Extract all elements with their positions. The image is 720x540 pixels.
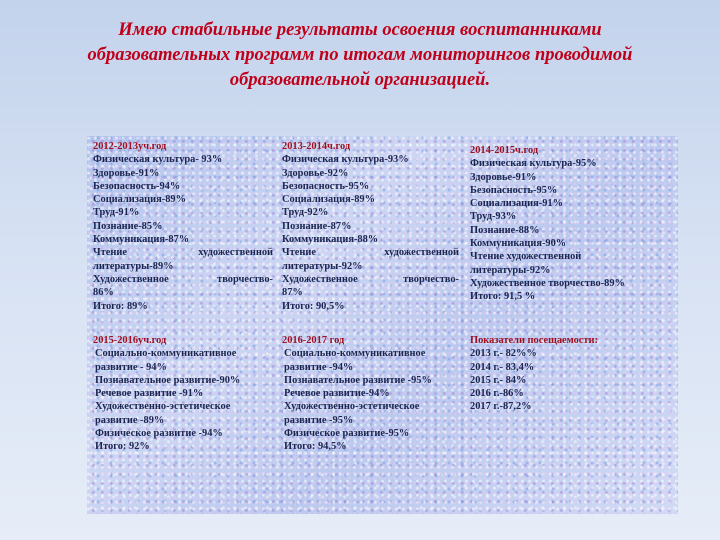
slide-title <box>40 18 680 93</box>
result-line: развитие -89% <box>95 414 165 426</box>
cell-2016-2017 <box>282 334 467 454</box>
result-line: Познание-88% <box>470 224 540 236</box>
result-line: Здоровье-92% <box>282 167 349 179</box>
result-line: литературы-92% <box>470 264 551 276</box>
result-line: Художественное творчество-89% <box>470 277 625 289</box>
cell-header: 2016-2017 год <box>282 335 345 346</box>
result-line: Познание-87% <box>282 220 352 232</box>
result-line: 86% <box>93 287 114 299</box>
result-line: Познавательное развитие -95% <box>284 374 432 386</box>
cell-2013-2014 <box>282 140 459 313</box>
result-line: Коммуникация-87% <box>93 234 190 246</box>
result-line: Безопасность-95% <box>282 180 370 192</box>
result-line: Безопасность-94% <box>93 180 181 192</box>
result-line: Труд-93% <box>470 211 517 223</box>
result-line: Речевое развитие-94% <box>284 388 390 400</box>
result-line: Здоровье-91% <box>470 171 537 183</box>
cell-header: 2012-2013уч.год <box>93 141 167 152</box>
cell-header: Показатели посещаемости: <box>470 335 598 346</box>
result-line: Социализация-89% <box>282 194 375 206</box>
result-line: Чтение художественной <box>470 251 582 263</box>
result-line: литературы-89% <box>93 260 174 272</box>
result-line: Безопасность-95% <box>470 184 558 196</box>
attendance-line: 2015 г.- 84% <box>470 374 527 386</box>
result-line <box>93 273 273 286</box>
attendance-line: 2017 г.-87,2% <box>470 401 532 413</box>
result-line: Физическое развитие-95% <box>284 428 410 440</box>
result-line: Труд-92% <box>282 207 329 219</box>
result-line: Социализация-91% <box>470 198 563 210</box>
title-line-3: образовательной организацией. <box>229 70 491 90</box>
result-line: Физическая культура-95% <box>470 158 597 170</box>
cell-header: 2015-2016уч.год <box>93 335 167 346</box>
result-line: литературы-92% <box>282 260 363 272</box>
result-word: Чтение <box>282 247 316 259</box>
attendance-line: 2014 г.- 83,4% <box>470 361 535 373</box>
title-line-2: образовательных программ по итогам мониторингов проводимой <box>87 45 633 65</box>
result-line: Физическая культура- 93% <box>93 154 223 166</box>
result-line: развитие -95% <box>284 414 354 426</box>
result-line: Познание-85% <box>93 220 163 232</box>
cell-2014-2015 <box>470 144 675 304</box>
cell-header: 2013-2014ч.год <box>282 141 351 152</box>
result-line <box>282 246 459 259</box>
cell-attendance <box>470 334 670 414</box>
result-word: художественной <box>198 247 273 259</box>
result-total: Итого: 90,5% <box>282 300 345 312</box>
result-total: Итого: 89% <box>93 300 148 312</box>
result-line <box>93 246 273 259</box>
result-line: развитие - 94% <box>95 361 167 373</box>
result-word: творчество- <box>217 273 273 285</box>
result-line: Коммуникация-88% <box>282 234 379 246</box>
result-line: Физическая культура-93% <box>282 154 409 166</box>
cell-2015-2016 <box>93 334 278 454</box>
result-total: Итого: 91,5 % <box>470 291 536 303</box>
result-line: 87% <box>282 287 303 299</box>
result-line: развитие -94% <box>284 361 354 373</box>
result-line: Здоровье-91% <box>93 167 160 179</box>
result-line: Речевое развитие -91% <box>95 388 204 400</box>
result-word: творчество- <box>403 273 459 285</box>
result-line: Художественно-эстетическое <box>95 401 231 413</box>
result-line: Познавательное развитие-90% <box>95 374 241 386</box>
result-line: Коммуникация-90% <box>470 238 567 250</box>
result-line: Социально-коммуникативное <box>95 348 237 360</box>
cell-2012-2013 <box>93 140 273 313</box>
result-line: Социализация-89% <box>93 194 186 206</box>
result-line: Физическое развитие -94% <box>95 428 223 440</box>
result-line: Социально-коммуникативное <box>284 348 426 360</box>
result-word: Художественное <box>93 273 169 285</box>
title-line-1: Имею стабильные результаты освоения воспитанниками <box>118 20 602 40</box>
cell-header: 2014-2015ч.год <box>470 145 539 156</box>
result-line: Труд-91% <box>93 207 140 219</box>
attendance-line: 2013 г.- 82%% <box>470 348 537 360</box>
result-line <box>282 273 459 286</box>
result-word: художественной <box>384 247 459 259</box>
result-total: Итого: 94,5% <box>284 441 347 453</box>
attendance-line: 2016 г.-86% <box>470 388 524 400</box>
result-total: Итого: 92% <box>95 441 150 453</box>
result-word: Чтение <box>93 247 127 259</box>
results-panel <box>87 136 678 514</box>
result-line: Художественно-эстетическое <box>284 401 420 413</box>
result-word: Художественное <box>282 273 358 285</box>
